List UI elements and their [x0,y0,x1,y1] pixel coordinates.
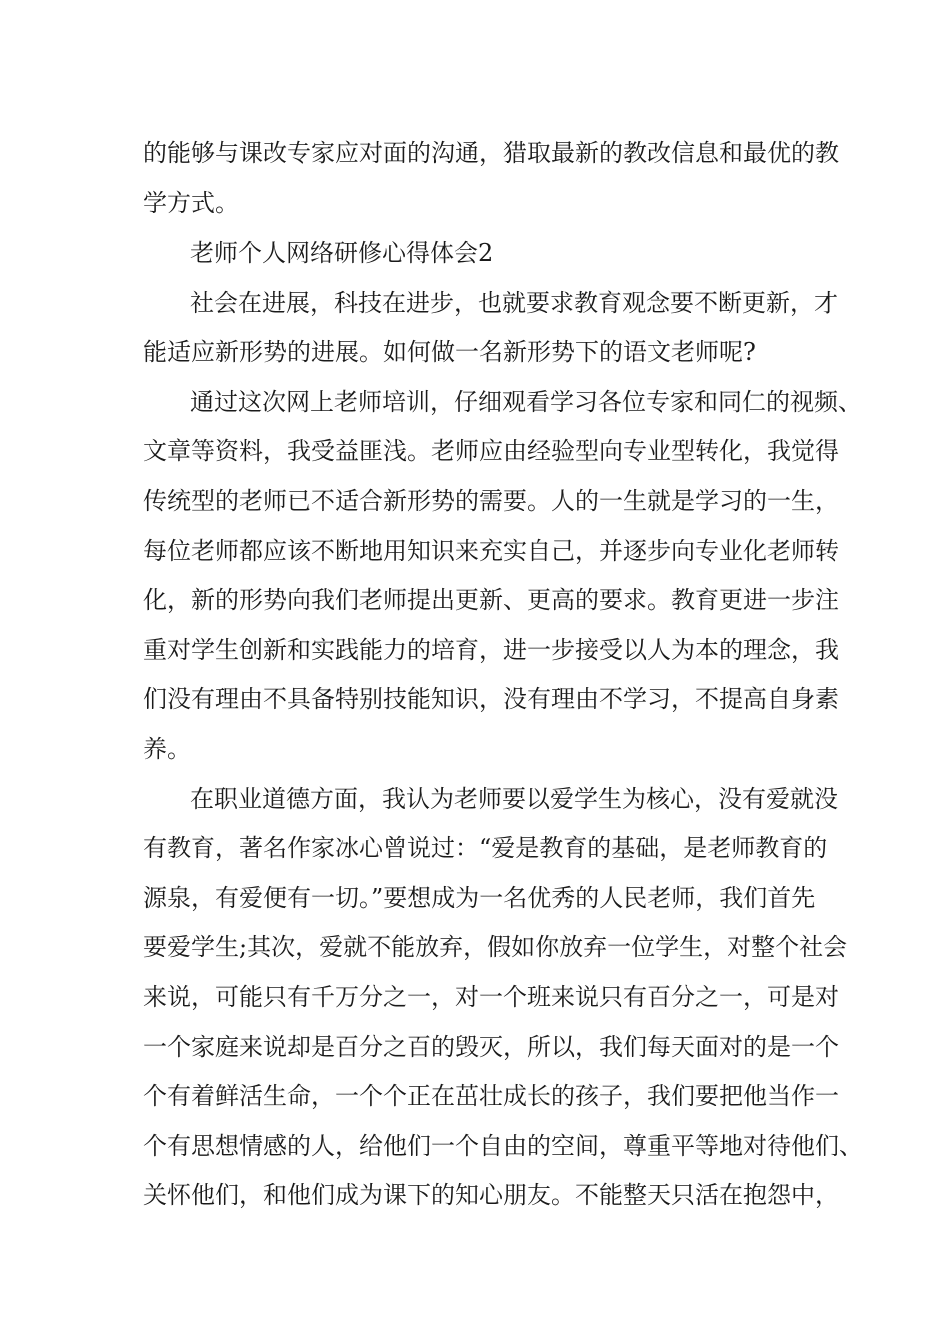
body-text-line: 有教育，著名作家冰心曾说过：“爱是教育的基础，是老师教育的 [143,834,828,862]
body-text-line: 文章等资料，我受益匪浅。老师应由经验型向专业型转化，我觉得 [143,437,839,465]
body-text-line: 养。 [143,735,191,763]
body-text-line: 通过这次网上老师培训，仔细观看学习各位专家和同仁的视频、 [190,388,862,416]
body-text-line: 在职业道德方面，我认为老师要以爱学生为核心，没有爱就没 [190,785,838,813]
body-text-line: 要爱学生;其次，爱就不能放弃，假如你放弃一位学生，对整个社会 [143,933,848,961]
body-text-line: 来说，可能只有千万分之一，对一个班来说只有百分之一，可是对 [143,983,839,1011]
body-text-line: 一个家庭来说却是百分之百的毁灭，所以，我们每天面对的是一个 [143,1033,839,1061]
body-text-line: 重对学生创新和实践能力的培育，进一步接受以人为本的理念，我 [143,636,839,664]
body-text-line: 关怀他们，和他们成为课下的知心朋友。不能整天只活在抱怨中， [143,1181,839,1209]
body-text-line: 个有思想情感的人，给他们一个自由的空间，尊重平等地对待他们、 [143,1132,863,1160]
body-text-line: 化，新的形势向我们老师提出更新、更高的要求。教育更进一步注 [143,586,839,614]
body-text-line: 的能够与课改专家应对面的沟通，猎取最新的教改信息和最优的教 [143,139,839,167]
body-text-line: 每位老师都应该不断地用知识来充实自己，并逐步向专业化老师转 [143,537,839,565]
body-text-line: 传统型的老师已不适合新形势的需要。人的一生就是学习的一生， [143,487,839,515]
body-text-line: 社会在进展，科技在进步，也就要求教育观念要不断更新，才 [190,289,838,317]
body-text-line: 能适应新形势的进展。如何做一名新形势下的语文老师呢? [143,338,756,366]
body-text-line: 学方式。 [143,189,239,217]
body-text-line: 源泉，有爱便有一切。”要想成为一名优秀的人民老师，我们首先 [143,884,816,912]
body-text-line: 们没有理由不具备特别技能知识，没有理由不学习，不提高自身素 [143,685,839,713]
body-text-line: 个有着鲜活生命，一个个正在茁壮成长的孩子，我们要把他当作一 [143,1082,839,1110]
section-heading: 老师个人网络研修心得体会2 [190,239,494,267]
